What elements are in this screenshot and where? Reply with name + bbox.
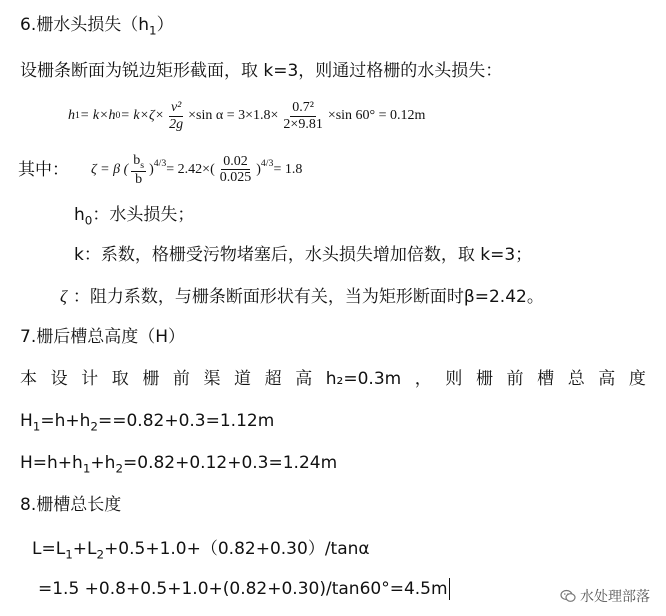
formula-h1-mid: ×sin α = 3×1.8× — [188, 108, 279, 123]
text-cursor — [449, 578, 450, 600]
frac-vals-den: 0.025 — [219, 170, 252, 186]
def-zeta — [60, 286, 544, 308]
section6-intro: 设栅条断面为锐边矩形截面，取 k=3，则通过格栅的水头损失： — [20, 61, 503, 81]
s7-l3-b: +h — [90, 453, 116, 473]
s7-line1-word: h₂=0.3m — [325, 369, 402, 389]
s7-l3-c: =0.82+0.12+0.3=1.24m — [123, 453, 338, 473]
s7-line1-word: 计 — [81, 369, 99, 389]
s7-l2-a-sub: 1 — [32, 419, 41, 434]
wechat-logo-icon — [560, 588, 576, 604]
frac-b-num-sub: s — [140, 159, 145, 171]
s7-line1-word: 槽 — [537, 369, 555, 389]
formula-h1-eq1: = k×h — [79, 108, 116, 123]
formula-zeta-row — [18, 148, 302, 192]
formula-h1-h0-sub: 0 — [115, 110, 121, 121]
s7-line1-word: 渠 — [203, 369, 221, 389]
s7-line1-word: 高 — [295, 369, 313, 389]
section6-title — [20, 14, 174, 41]
s7-line1-word: 则 — [445, 369, 463, 389]
formula-h1-lhs-sub: 1 — [75, 110, 80, 121]
section8-title: 8.栅槽总长度 — [20, 495, 122, 515]
s7-l2-b-sub: 2 — [90, 419, 98, 434]
section6-title-text: 6.栅水头损失（h — [20, 15, 149, 35]
s7-line1-word: ， — [414, 369, 432, 389]
watermark — [560, 586, 650, 606]
s7-line1-word: 高 — [598, 369, 616, 389]
def-zeta-symbol: ζ — [60, 287, 67, 306]
section8-line2 — [38, 578, 450, 600]
def-k: k：系数，格栅受污物堵塞后，水头损失增加倍数，取 k=3； — [74, 245, 533, 265]
section7-title: 7.栅后槽总高度（H） — [20, 327, 186, 347]
formula-zeta-label: 其中： — [18, 160, 69, 180]
s8-l1-b-sub: 2 — [96, 547, 105, 562]
s8-l1-b: +L — [72, 539, 97, 559]
frac-num-top: 0.7² — [292, 100, 314, 116]
frac-b-den: b — [135, 172, 143, 188]
s7-line1-word: 道 — [234, 369, 252, 389]
s7-line1-word: 前 — [506, 369, 524, 389]
s8-l1-c: +0.5+1.0+（0.82+0.30）/tanα — [104, 539, 370, 559]
formula-h1-lhs: h — [68, 108, 75, 123]
formula-zeta-tail: = 1.8 — [273, 161, 303, 177]
def-zeta-text: ：阻力系数，与栅条断面形状有关，当为矩形断面时β=2.42。 — [72, 287, 544, 307]
frac-v-den: 2g — [169, 116, 184, 132]
section7-line1 — [20, 368, 646, 390]
formula-zeta-exp2: 4/3 — [260, 157, 274, 169]
section7-line2 — [20, 410, 274, 437]
s7-l2-c: ==0.82+0.3=1.12m — [98, 411, 275, 431]
formula-h1-frac-num — [281, 100, 324, 132]
s7-line1-word: 栅 — [142, 369, 160, 389]
section7-line3 — [20, 452, 337, 479]
def-h0-symbol: h — [74, 205, 85, 225]
s7-line1-word: 总 — [567, 369, 585, 389]
def-h0 — [74, 204, 194, 231]
s7-line1-word: 栅 — [475, 369, 493, 389]
s7-line1-word: 前 — [172, 369, 190, 389]
frac-vals-num: 0.02 — [223, 154, 248, 170]
frac-b-num: b — [133, 152, 141, 168]
formula-zeta-frac-b — [131, 153, 146, 188]
section6-title-suffix: ） — [156, 15, 174, 35]
s8-l1-a: L=L — [32, 539, 66, 559]
s8-l1-a-sub: 1 — [65, 547, 73, 562]
frac-v-num: v² — [170, 100, 182, 116]
formula-h1 — [68, 94, 425, 138]
def-h0-text: ：水头损失； — [92, 205, 195, 225]
formula-h1-eq2: = k×ζ× — [120, 108, 165, 123]
s7-l3-a: H=h+h — [20, 453, 83, 473]
frac-num-bottom: 2×9.81 — [283, 116, 323, 132]
section6-title-sub: 1 — [149, 23, 157, 38]
formula-zeta-exp: 4/3 — [153, 157, 167, 169]
s7-line1-word: 超 — [264, 369, 282, 389]
formula-zeta-lhs: ζ = β ( — [91, 161, 129, 177]
s7-line1-word: 设 — [50, 369, 68, 389]
formula-zeta: ζ = β ( $\frac{b_s}{b}$ ) $^{4/3}$ = 2.42×( $\frac{0.02}{0.025}$ ) $^{4/3}$ = 1.8 — [91, 152, 303, 188]
s7-l2-b: =h+h — [40, 411, 91, 431]
formula-zeta-frac-vals — [218, 154, 254, 186]
s7-l2-a: H — [20, 411, 33, 431]
section8-line1 — [32, 538, 370, 565]
s8-l2-text: =1.5 +0.8+0.5+1.0+(0.82+0.30)/tan60°=4.5m — [38, 579, 448, 599]
s7-l3-b-sub: 2 — [115, 461, 124, 476]
s7-line1-word: 本 — [20, 369, 37, 389]
s7-line1-word: 取 — [111, 369, 129, 389]
formula-h1-tail: ×sin 60° = 0.12m — [327, 108, 426, 123]
formula-zeta-mid: = 2.42×( — [166, 161, 215, 177]
def-h0-sub: 0 — [84, 213, 93, 228]
s7-l3-a-sub: 1 — [82, 461, 91, 476]
watermark-text: 水处理部落 — [580, 589, 650, 605]
formula-h1-frac-v — [167, 100, 185, 132]
s7-line1-word: 度 — [628, 369, 646, 389]
